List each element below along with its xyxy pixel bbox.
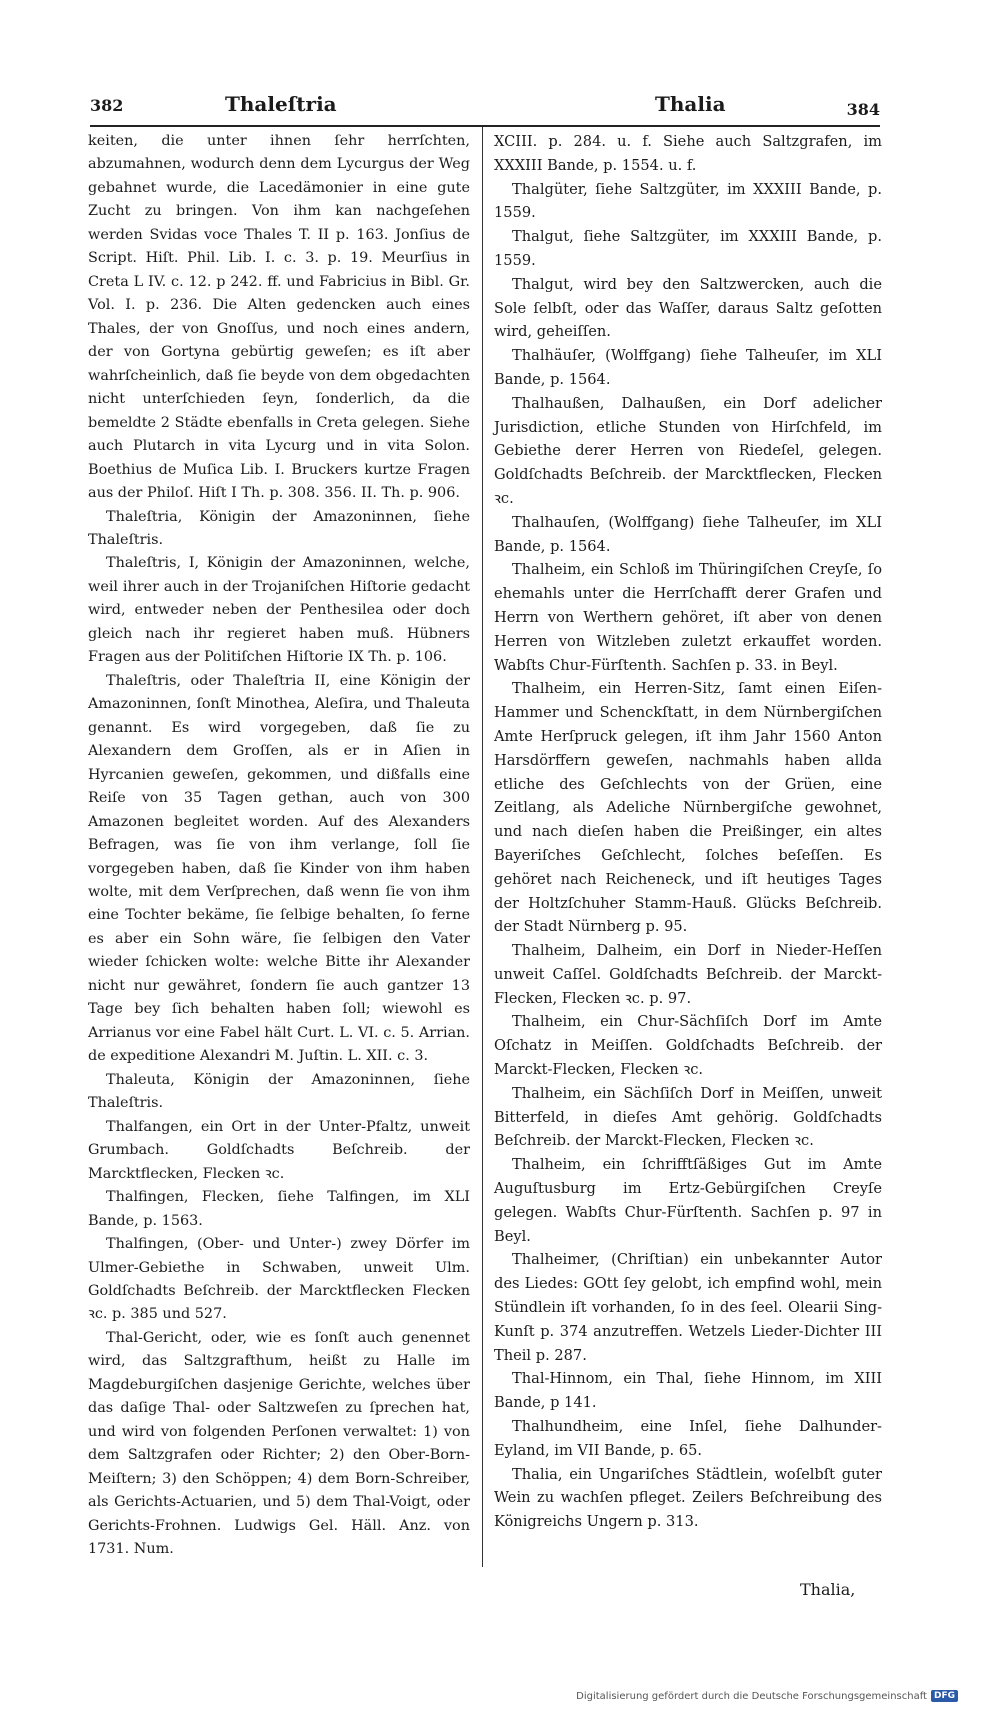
page-header [90, 92, 880, 122]
entry-paragraph: Thalhäuſer, (Wolffgang) ſiehe Talheuſer, im XLI Bande, p. 1564. [494, 347, 882, 388]
header-rule [90, 125, 880, 127]
entry-paragraph: Thalheim, ein ſchrifftſäßiges Gut im Amte Auguſtusburg im Ertz-Gebürgiſchen Creyſe gelegen. Wabſts Chur-Fürſtenth. Sachſen p. 97 in Beyl. [494, 1156, 882, 1245]
entry-paragraph: Thalhundheim, eine Inſel, ſiehe Dalhunder-Eyland, im VII Bande, p. 65. [494, 1418, 882, 1459]
footer-text: Digitalisierung gefördert durch die Deutsche Forschungsgemeinschaft [576, 1690, 927, 1702]
dfg-logo-icon: DFG [931, 1690, 958, 1702]
running-head-left: Thaleſtria [225, 92, 337, 116]
entry-paragraph: Thal-Hinnom, ein Thal, ſiehe Hinnom, im XIII Bande, p 141. [494, 1370, 882, 1412]
running-head-right: Thalia [655, 92, 726, 116]
entry-paragraph: keiten, die unter ihnen ſehr herrſchten, abzumahnen, wodurch denn dem Lycurgus der Weg gebahnet wurde, die Lacedämonier in eine gute Zucht zu bringen. Von ihm kan nachgeſehen werden Svidas voce Thales T. II p. 163. Jonſius de Script. Hiſt. Phil. Lib. I. c. 3. p. 19. Meurſius in Creta L IV. c. 12. p 242. ff. und Fabricius in Bibl. Gr. Vol. I. p. 236. Die Alten gedencken auch eines Thales, der von Gnoſſus, und noch eines andern, der von Gortyna gebürtig geweſen; es iſt aber wahrſcheinlich, daß ſie beyde von dem obgedachten nicht unterſchieden ſeyn, ſonderlich, da die bemeldte 2 Städte ebenfalls in Creta gelegen. Siehe auch Plutarch in vita Lycurg und in vita Solon. Boethius de Muſica Lib. I. Bruckers kurtze Fragen aus der Philoſ. Hiſt I Th. p. 308. 356. II. Th. p. 906. [88, 133, 470, 502]
left-column [88, 130, 470, 1562]
catchword: Thalia, [800, 1580, 856, 1599]
entry-paragraph: Thaleſtris, I, Königin der Amazoninnen, welche, weil ihrer auch in der Trojaniſchen Hiſtorie gedacht wird, entweder neben der Penthesilea oder doch gleich nach ihr regieret haben muß. Hübners Fragen aus der Politiſchen Hiſtorie IX Th. p. 106. [88, 555, 470, 666]
entry-paragraph: Thalhauſen, (Wolffgang) ſiehe Talheuſer, im XLI Bande, p. 1564. [494, 513, 882, 555]
entry-paragraph: Thalheim, ein Chur-Sächſiſch Dorf im Amte Oſchatz in Meiſſen. Goldſchadts Beſchreib. der Marckt-Flecken, Flecken ꝛc. [494, 1013, 882, 1079]
entry-paragraph: Thalheim, Dalheim, ein Dorf in Nieder-Heſſen unweit Caſſel. Goldſchadts Beſchreib. der Marckt-Flecken, Flecken ꝛc. p. 97. [494, 942, 882, 1007]
entry-paragraph: Thalgüter, ſiehe Saltzgüter, im XXXIII Bande, p. 1559. [494, 180, 882, 222]
entry-paragraph: Thalheimer, (Chriſtian) ein unbekannter Autor des Liedes: GOtt ſey gelobt, ich empfind wohl, mein Stündlein iſt vorhanden, ſo in des ſeel. Olearii Sing-Kunſt p. 374 anzutreffen. Wetzels Lieder-Dichter III Theil p. 287. [494, 1251, 882, 1364]
entry-paragraph: Thalheim, ein Schloß im Thüringiſchen Creyſe, ſo ehemahls unter die Herrſchafft derer Grafen und Herrn von Werthern gehöret, iſt aber von denen Herren von Witzleben zuletzt erkauffet worden. Wabſts Chur-Fürſtenth. Sachſen p. 33. in Beyl. [494, 561, 882, 674]
entry-paragraph: Thalfingen, Flecken, ſiehe Talfingen, im XLI Bande, p. 1563. [88, 1189, 470, 1229]
entry-paragraph: Thalia, ein Ungariſches Städtlein, woſelbſt guter Wein zu wachſen pfleget. Zeilers Beſchreibung des Königreichs Ungern p. 313. [494, 1465, 882, 1531]
entry-paragraph: Thalgut, wird bey den Saltzwercken, auch die Sole ſelbſt, oder das Waſſer, daraus Saltz geſotten wird, geheiſſen. [494, 275, 882, 341]
entry-paragraph: Thaleſtris, oder Thaleſtria II, eine Königin der Amazoninnen, ſonſt Minothea, Aleſira, und Thaleuta genannt. Es wird vorgegeben, daß ſie zu Alexandern dem Groſſen, als er in Aſien in Hyrcanien geweſen, gekommen, und dißfalls eine Reiſe von 35 Tagen gethan, auch von 300 Amazonen begleitet worden. Auf des Alexanders Befragen, was ſie von ihm verlange, ſoll ſie vorgegeben haben, daß ſie Kinder von ihm haben wolte, mit dem Verſprechen, daß wenn ſie von ihm eine Tochter bekäme, ſie ſelbige behalten, ſo ferne es aber ein Sohn wäre, ſie ſelbigen den Vater wieder ſchicken wolte: welche Bitte ihr Alexander nicht nur gewähret, ſondern ſie auch gantzer 13 Tage bey ſich behalten haben ſoll; wiewohl es Arrianus vor eine Fabel hält Curt. L. VI. c. 5. Arrian. de expeditione Alexandri M. Juſtin. L. XII. c. 3. [88, 672, 470, 1065]
right-column [494, 130, 882, 1534]
entry-paragraph: Thalhaußen, Dalhaußen, ein Dorf adelicher Jurisdiction, etliche Stunden von Hirſchfeld, im Gebiethe derer Herren von Riedeſel, gelegen. Goldſchadts Beſchreib. der Marcktflecken, Flecken ꝛc. [494, 394, 882, 507]
entry-paragraph: Thalfangen, ein Ort in der Unter-Pfaltz, unweit Grumbach. Goldſchadts Beſchreib. der Marcktflecken, Flecken ꝛc. [88, 1118, 470, 1182]
entry-paragraph: Thalheim, ein Herren-Sitz, ſamt einen Eiſen-Hammer und Schenckſtatt, in dem Nürnbergiſchen Amte Herſpruck gelegen, iſt ihm Jahr 1560 Anton Harsdörffern geweſen, nachmahls haben allda etliche des Geſchlechts von der Grüen, eine Zeitlang, als Adeliche Nürnbergiſche gewohnet, und nach dieſen haben die Preißinger, ein altes Bayeriſches Geſchlecht, ſolches beſeſſen. Es gehöret nach Reicheneck, und iſt heutiges Tages der Holtzſchuher Stamm-Hauß. Glücks Beſchreib. der Stadt Nürnberg p. 95. [494, 680, 882, 936]
entry-paragraph: Thaleuta, Königin der Amazoninnen, ſiehe Thaleſtris. [88, 1071, 470, 1112]
page-number-right: 384 [846, 100, 880, 119]
entry-paragraph: Thalheim, ein Sächſiſch Dorf in Meiſſen, unweit Bitterfeld, in dieſes Amt gehörig. Goldſchadts Beſchreib. der Marckt-Flecken, Flecken ꝛc. [494, 1084, 882, 1150]
entry-paragraph: Thaleſtria, Königin der Amazoninnen, ſiehe Thaleſtris. [88, 508, 470, 548]
entry-paragraph: Thalfingen, (Ober- und Unter-) zwey Dörfer im Ulmer-Gebiethe in Schwaben, unweit Ulm. Goldſchadts Beſchreib. der Marcktflecken Flecken ꝛc. p. 385 und 527. [88, 1236, 470, 1323]
page-number-left: 382 [90, 96, 124, 115]
entry-paragraph: Thal-Gericht, oder, wie es ſonſt auch genennet wird, das Saltzgrafthum, heißt zu Halle im Magdeburgiſchen dasjenige Gerichte, welches über das daſige Thal- oder Saltzweſen zu ſprechen hat, und wird von folgenden Perſonen verwaltet: 1) von dem Saltzgrafen oder Richter; 2) den Ober-Born-Meiſtern; 3) den Schöppen; 4) dem Born-Schreiber, als Gerichts-Actuarien, und 5) dem Thal-Voigt, oder Gerichts-Frohnen. Ludwigs Gel. Häll. Anz. von 1731. Num. [88, 1329, 470, 1558]
entry-paragraph: XCIII. p. 284. u. f. Siehe auch Saltzgrafen, im XXXIII Bande, p. 1554. u. f. [494, 133, 882, 174]
column-divider [482, 127, 483, 1567]
digitization-footer [576, 1690, 958, 1702]
entry-paragraph: Thalgut, ſiehe Saltzgüter, im XXXIII Bande, p. 1559. [494, 228, 882, 269]
